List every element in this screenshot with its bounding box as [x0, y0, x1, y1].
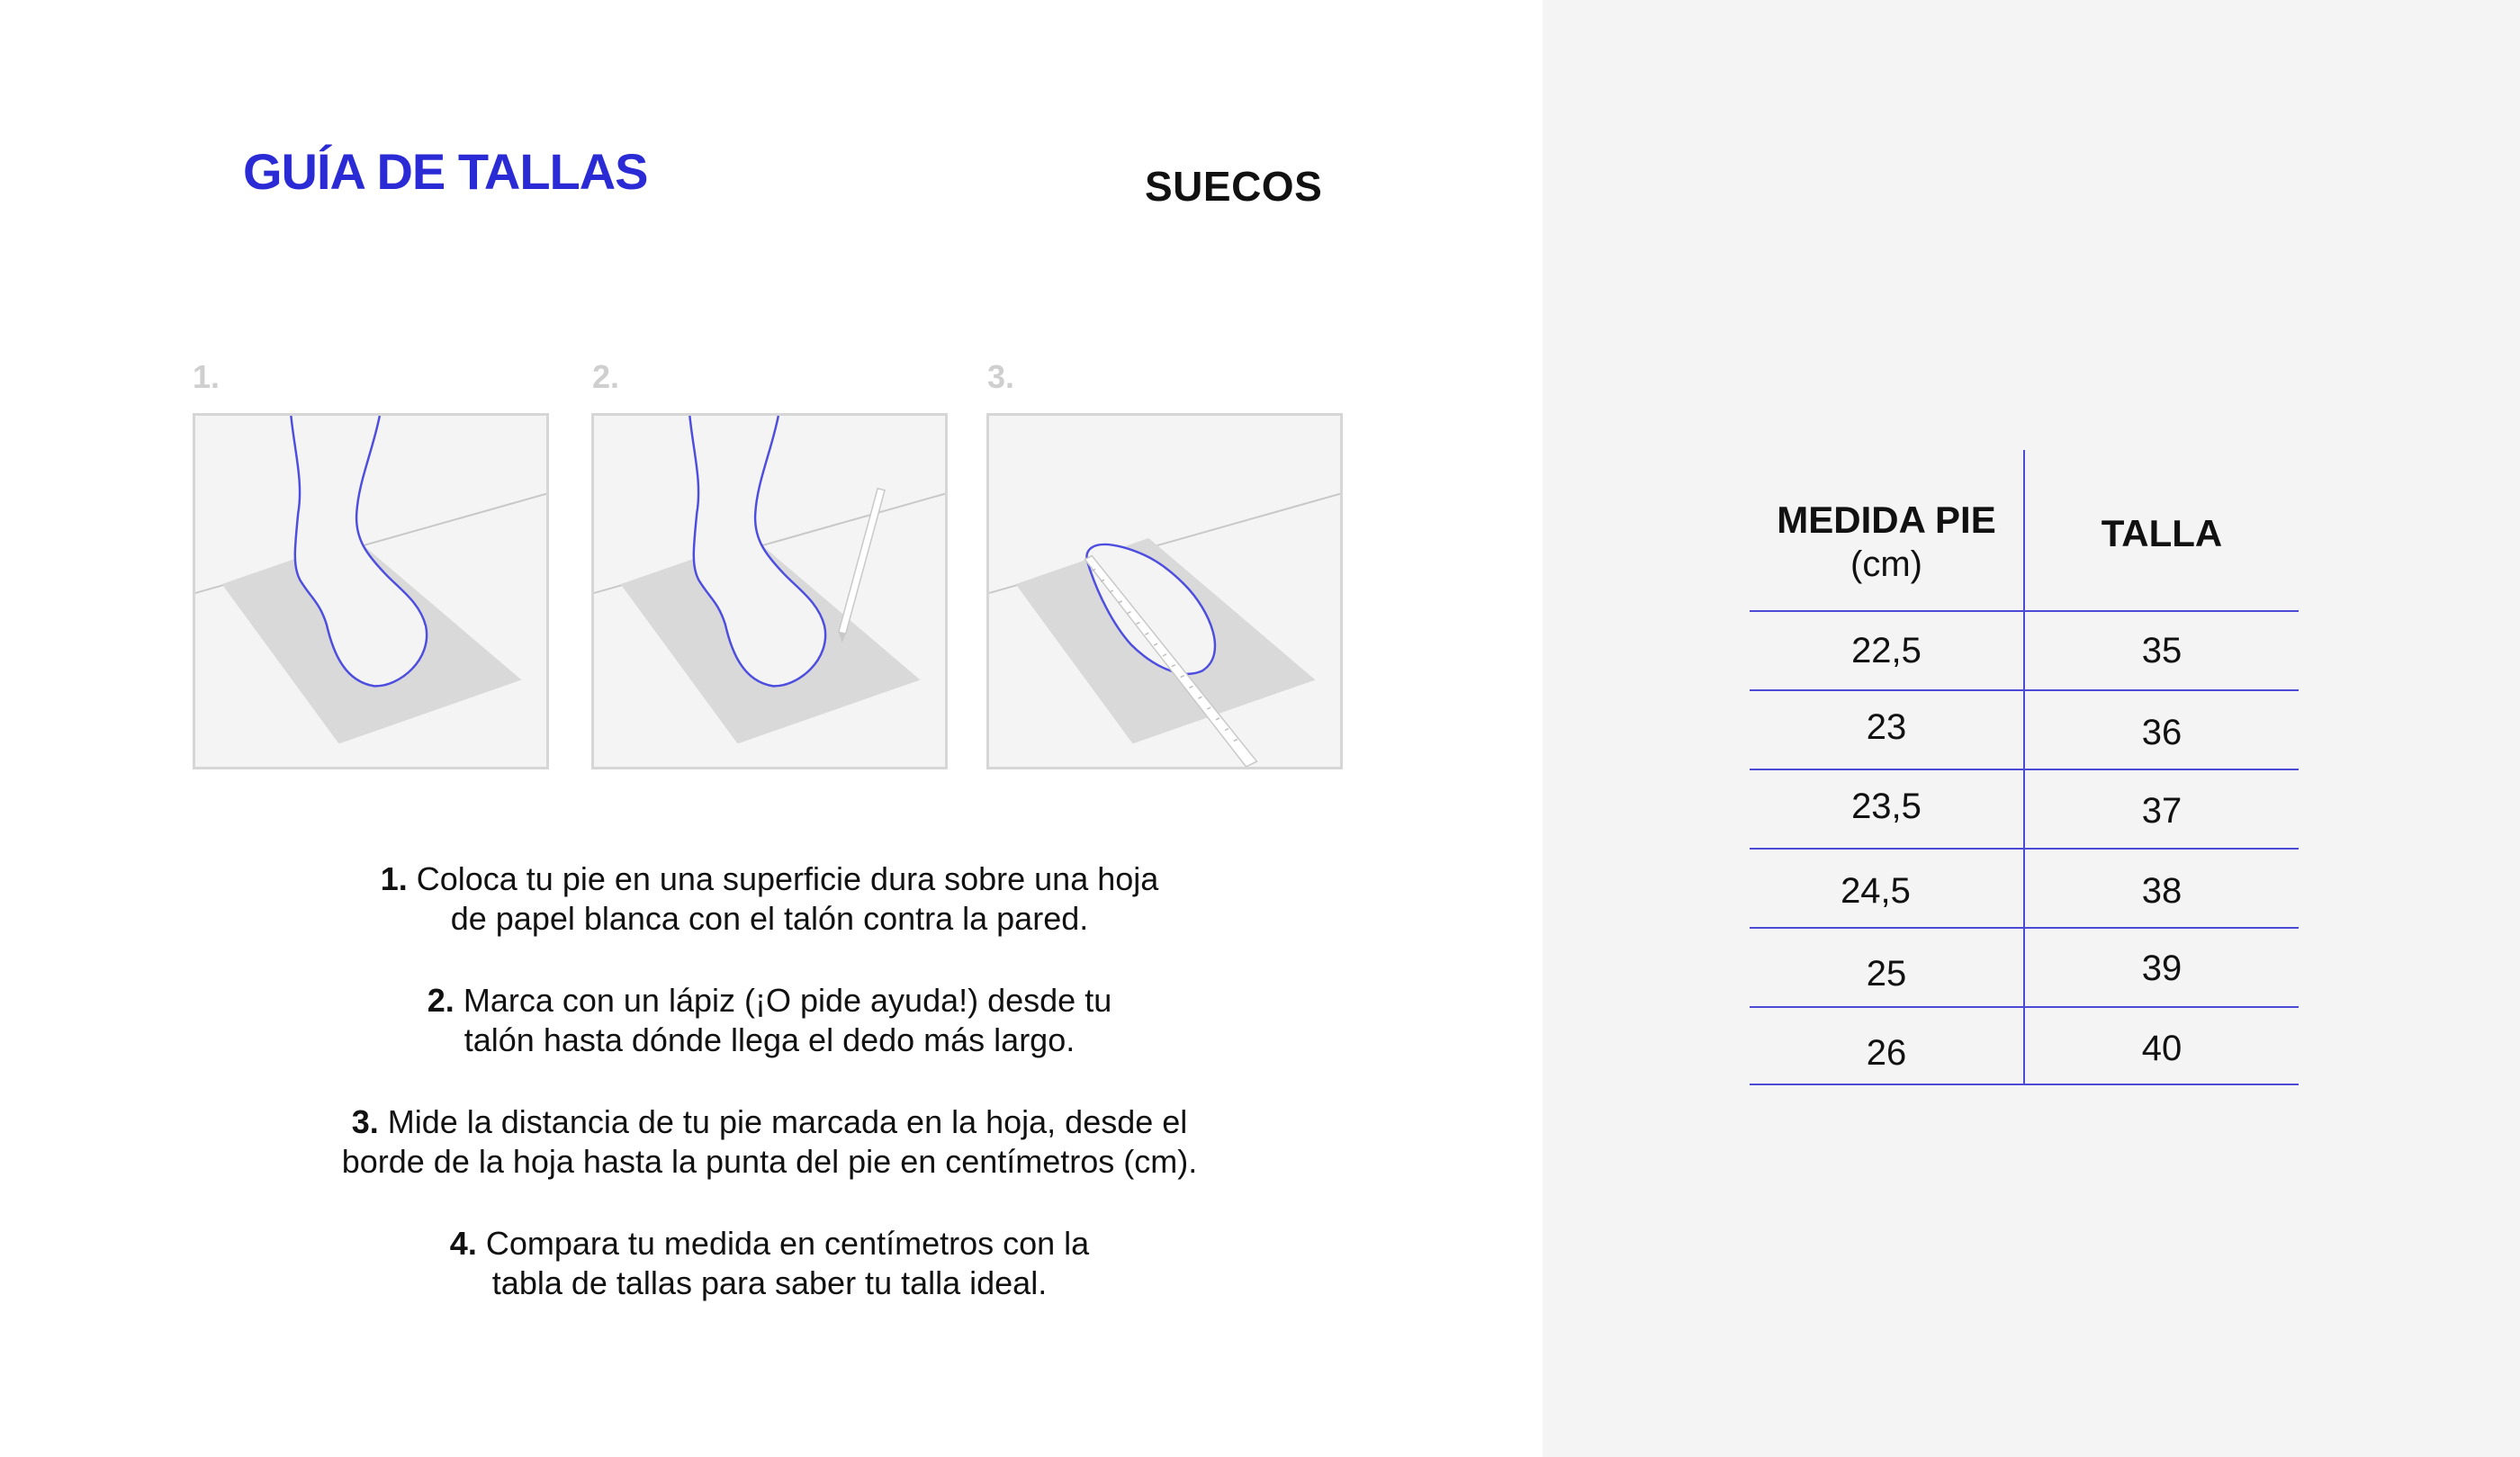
instruction-number: 2. — [427, 982, 454, 1019]
table-cell-size: 39 — [2141, 949, 2182, 988]
size-table — [1750, 450, 2299, 1085]
header-foot-measure-unit: (cm) — [1850, 544, 1922, 584]
table-row-divider — [1750, 610, 2299, 612]
instruction-text: borde de la hoja hasta la punta del pie en centímetros (cm). — [341, 1143, 1198, 1180]
step-number-1: 1. — [193, 358, 220, 395]
table-row-divider — [1750, 769, 2299, 770]
instruction-number: 4. — [449, 1225, 477, 1262]
instruction-line — [234, 1102, 1305, 1142]
table-cell-size: 36 — [2141, 713, 2182, 752]
instructions-list — [234, 859, 1305, 1345]
table-row-divider — [1750, 689, 2299, 691]
foot-pencil-mark-icon — [594, 416, 945, 767]
table-cell-foot-cm: 26 — [1866, 1033, 1907, 1073]
table-cell-size: 35 — [2141, 631, 2182, 670]
table-row-divider — [1750, 1006, 2299, 1008]
instruction-text: Mide la distancia de tu pie marcada en la hoja, desde el — [387, 1103, 1188, 1140]
table-cell-foot-cm: 23,5 — [1851, 787, 1922, 826]
instruction-line — [234, 859, 1305, 899]
table-row-divider — [1750, 848, 2299, 850]
instruction-number: 3. — [351, 1103, 379, 1140]
instruction-text: tabla de tallas para saber tu talla ideal. — [491, 1264, 1048, 1301]
instruction-2 — [234, 981, 1305, 1060]
step-illustration-2 — [591, 413, 948, 769]
table-cell-foot-cm: 25 — [1866, 954, 1907, 994]
table-cell-size: 40 — [2141, 1029, 2182, 1068]
table-row-divider — [1750, 1084, 2299, 1085]
step-number-2: 2. — [592, 358, 620, 395]
table-cell-size: 38 — [2141, 871, 2182, 911]
table-cell-foot-cm: 24,5 — [1840, 871, 1911, 911]
instruction-1 — [234, 859, 1305, 939]
instruction-line — [234, 981, 1305, 1021]
foot-on-paper-icon — [195, 416, 546, 767]
header-foot-measure: MEDIDA PIE — [1777, 499, 1996, 541]
instruction-text: de papel blanca con el talón contra la pared. — [450, 900, 1089, 937]
table-cell-foot-cm: 22,5 — [1851, 631, 1922, 670]
instruction-3 — [234, 1102, 1305, 1182]
instruction-text: Marca con un lápiz (¡O pide ayuda!) desde tu — [463, 982, 1112, 1019]
table-cell-size: 37 — [2141, 791, 2182, 831]
ruler-measure-icon — [989, 416, 1340, 767]
instruction-line — [234, 1224, 1305, 1264]
header-size: TALLA — [2101, 512, 2223, 554]
step-number-3: 3. — [987, 358, 1015, 395]
instruction-text: Compara tu medida en centímetros con la — [485, 1225, 1090, 1262]
product-category: SUECOS — [1145, 163, 1323, 210]
table-row-divider — [1750, 927, 2299, 929]
step-illustration-1 — [193, 413, 549, 769]
instruction-text: talón hasta dónde llega el dedo más largo. — [464, 1021, 1076, 1058]
table-cell-foot-cm: 23 — [1866, 707, 1907, 747]
instruction-text: Coloca tu pie en una superficie dura sobre una hoja — [416, 860, 1159, 897]
instruction-number: 1. — [380, 860, 408, 897]
instruction-4 — [234, 1224, 1305, 1303]
page-title: GUÍA DE TALLAS — [243, 143, 648, 200]
step-illustration-3 — [986, 413, 1343, 769]
